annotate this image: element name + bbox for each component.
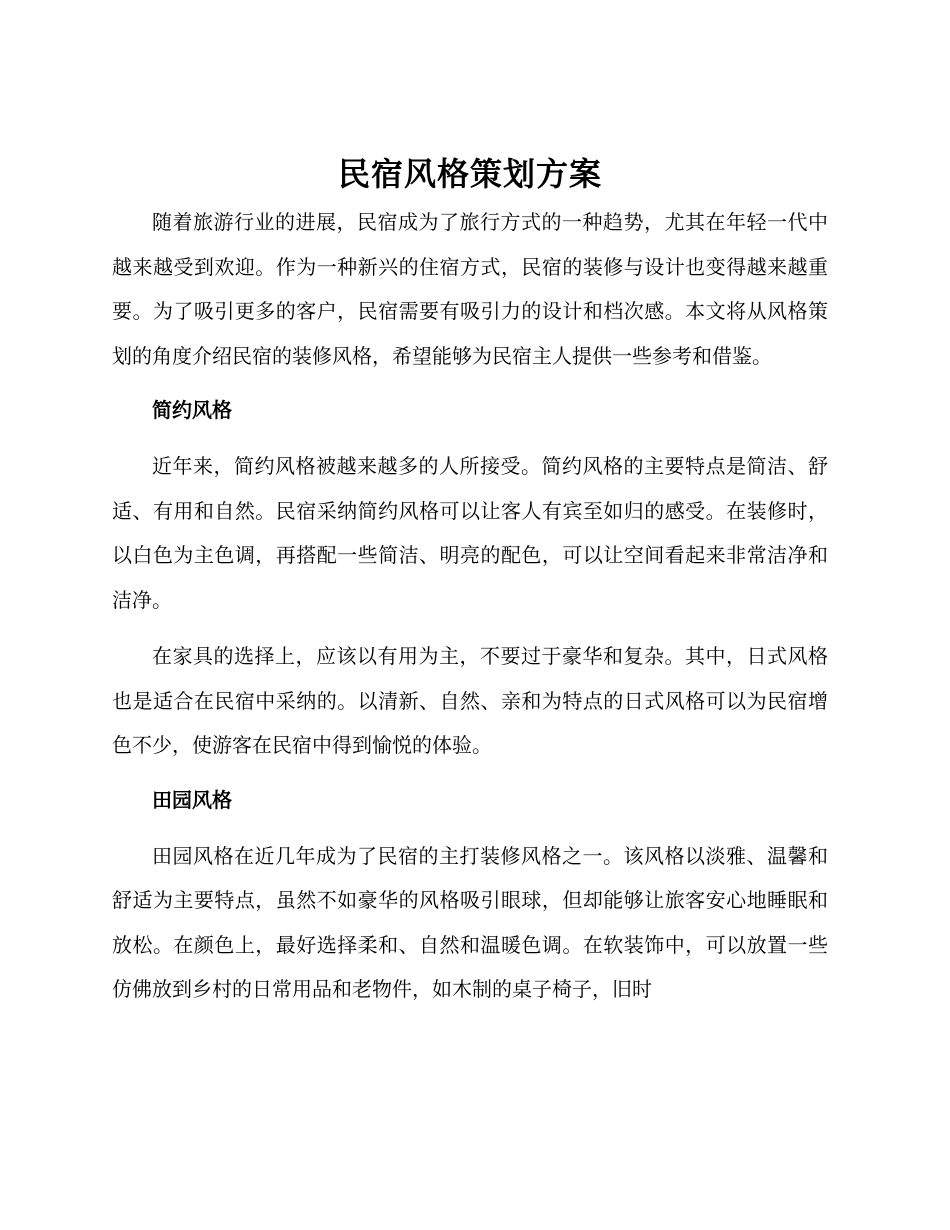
section-paragraph: 在家具的选择上，应该以有用为主，不要过于豪华和复杂。其中，日式风格也是适合在民宿中采纳的。以清新、自然、亲和为特点的日式风格可以为民宿增色不少，使游客在民宿中得到愉悦的体验。	[112, 644, 828, 757]
section-heading: 简约风格	[152, 398, 232, 422]
section-paragraph: 近年来，简约风格被越来越多的人所接受。简约风格的主要特点是简洁、舒适、有用和自然。民宿采纳简约风格可以让客人有宾至如归的感受。在装修时，以白色为主色调，再搭配一些简洁、明亮的配色，可以让空间看起来非常洁净和洁净。	[112, 454, 828, 612]
section-paragraph: 田园风格在近几年成为了民宿的主打装修风格之一。该风格以淡雅、温馨和舒适为主要特点，虽然不如豪华的风格吸引眼球，但却能够让旅客安心地睡眠和放松。在颜色上，最好选择柔和、自然和温暖色调。在软装饰中，可以放置一些仿佛放到乡村的日常用品和老物件，如木制的桌子椅子，旧时	[112, 843, 828, 1001]
section-minimalist	[112, 388, 828, 768]
document-title: 民宿风格策划方案	[337, 155, 602, 193]
document-page	[112, 148, 828, 1012]
section-heading: 田园风格	[152, 787, 232, 812]
section-pastoral	[112, 778, 828, 1012]
intro-paragraph: 随着旅游行业的进展，民宿成为了旅行方式的一种趋势，尤其在年轻一代中越来越受到欢迎。作为一种新兴的住宿方式，民宿的装修与设计也变得越来越重要。为了吸引更多的客户，民宿需要有吸引力的设计和档次感。本文将从风格策划的角度介绍民宿的装修风格，希望能够为民宿主人提供一些参考和借鉴。	[112, 210, 828, 368]
